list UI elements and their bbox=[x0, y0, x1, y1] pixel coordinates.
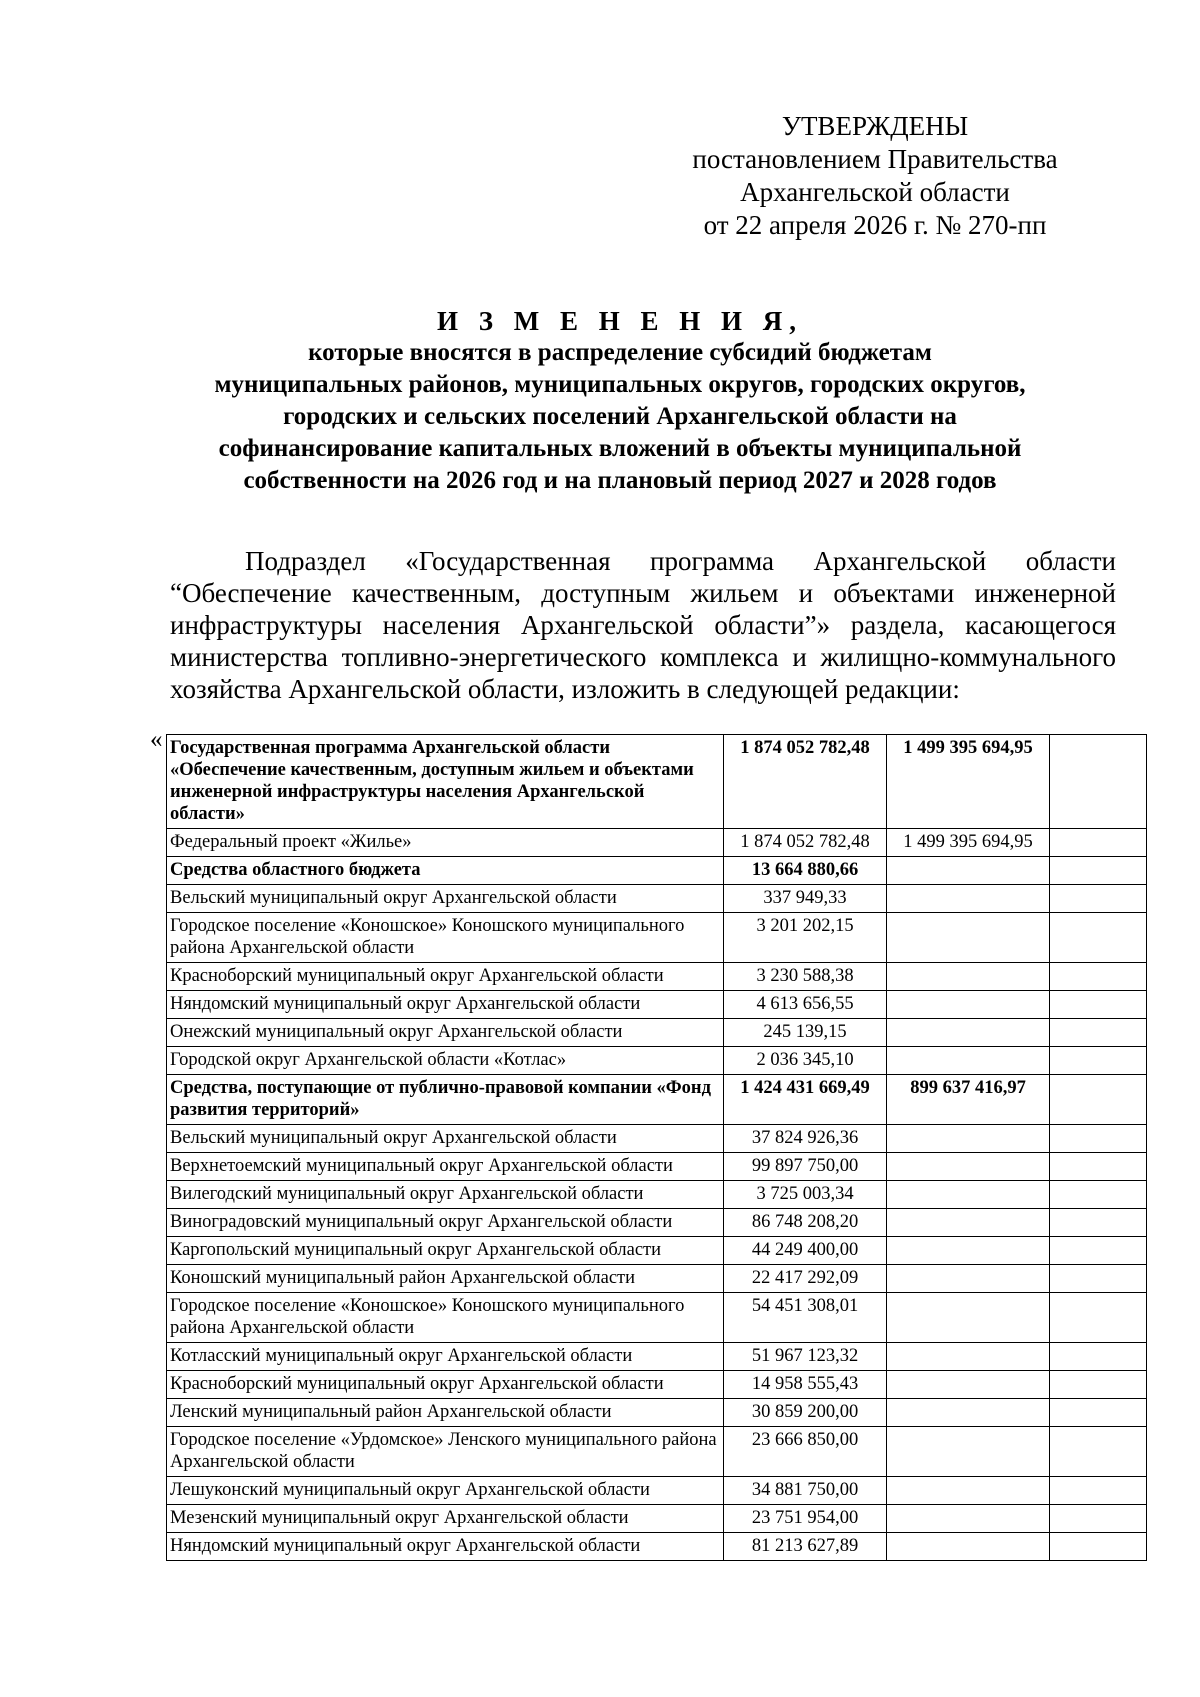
row-value-2028-cell bbox=[1050, 1265, 1147, 1293]
row-name-cell: Няндомский муниципальный округ Архангельской области bbox=[167, 1533, 724, 1561]
intro-text: Подраздел «Государственная программа Архангельской области “Обеспечение качественным, доступным жильем и объектами инженерной инфраструктуры населения Архангельской области”» раздела, касающегося министерства топливно-энергетического комплекса и жилищно-коммунального хозяйства Архангельской области, изложить в следующей редакции: bbox=[170, 546, 1116, 704]
row-value-2028-cell bbox=[1050, 913, 1147, 963]
subsidy-table-body bbox=[167, 735, 1147, 1561]
row-name-cell: Государственная программа Архангельской области «Обеспечение качественным, доступным жильем и объектами инженерной инфраструктуры населения Архангельской области» bbox=[167, 735, 724, 829]
row-value-2026-cell: 1 874 052 782,48 bbox=[724, 829, 887, 857]
row-name-cell: Лешуконский муниципальный округ Архангельской области bbox=[167, 1477, 724, 1505]
row-value-2026-cell: 99 897 750,00 bbox=[724, 1153, 887, 1181]
row-name-cell: Красноборский муниципальный округ Архангельской области bbox=[167, 1371, 724, 1399]
approval-date: от 22 апреля 2026 г. № 270-пп bbox=[703, 210, 1047, 240]
row-name-cell: Коношский муниципальный район Архангельской области bbox=[167, 1265, 724, 1293]
row-value-2028-cell bbox=[1050, 885, 1147, 913]
row-value-2028-cell bbox=[1050, 735, 1147, 829]
row-value-2028-cell bbox=[1050, 1019, 1147, 1047]
table-row bbox=[167, 1125, 1147, 1153]
row-value-2027-cell bbox=[887, 1371, 1050, 1399]
row-name-cell: Верхнетоемский муниципальный округ Архангельской области bbox=[167, 1153, 724, 1181]
row-value-2026-cell: 23 751 954,00 bbox=[724, 1505, 887, 1533]
table-row bbox=[167, 1075, 1147, 1125]
row-value-2028-cell bbox=[1050, 1399, 1147, 1427]
row-value-2026-cell: 2 036 345,10 bbox=[724, 1047, 887, 1075]
row-value-2026-cell: 3 230 588,38 bbox=[724, 963, 887, 991]
title-line: муниципальных районов, муниципальных округов, городских округов, bbox=[214, 371, 1026, 398]
row-value-2027-cell bbox=[887, 913, 1050, 963]
row-name-cell: Виноградовский муниципальный округ Архангельской области bbox=[167, 1209, 724, 1237]
row-value-2028-cell bbox=[1050, 1209, 1147, 1237]
row-value-2028-cell bbox=[1050, 963, 1147, 991]
row-value-2028-cell bbox=[1050, 1505, 1147, 1533]
row-value-2027-cell bbox=[887, 963, 1050, 991]
row-value-2027-cell bbox=[887, 1505, 1050, 1533]
row-name-cell: Мезенский муниципальный округ Архангельской области bbox=[167, 1505, 724, 1533]
row-value-2026-cell: 14 958 555,43 bbox=[724, 1371, 887, 1399]
row-value-2027-cell bbox=[887, 1533, 1050, 1561]
row-value-2026-cell: 22 417 292,09 bbox=[724, 1265, 887, 1293]
row-value-2026-cell: 30 859 200,00 bbox=[724, 1399, 887, 1427]
table-row bbox=[167, 885, 1147, 913]
row-name-cell: Няндомский муниципальный округ Архангельской области bbox=[167, 991, 724, 1019]
row-value-2027-cell bbox=[887, 1047, 1050, 1075]
row-value-2027-cell bbox=[887, 1237, 1050, 1265]
row-value-2027-cell bbox=[887, 1399, 1050, 1427]
row-value-2027-cell: 1 499 395 694,95 bbox=[887, 829, 1050, 857]
row-value-2026-cell: 3 725 003,34 bbox=[724, 1181, 887, 1209]
row-value-2027-cell bbox=[887, 1181, 1050, 1209]
row-value-2027-cell bbox=[887, 1209, 1050, 1237]
title-line: собственности на 2026 год и на плановый период 2027 и 2028 годов bbox=[243, 467, 997, 494]
row-name-cell: Вельский муниципальный округ Архангельской области bbox=[167, 885, 724, 913]
table-row bbox=[167, 1153, 1147, 1181]
row-value-2026-cell: 34 881 750,00 bbox=[724, 1477, 887, 1505]
row-value-2026-cell: 51 967 123,32 bbox=[724, 1343, 887, 1371]
row-value-2026-cell: 337 949,33 bbox=[724, 885, 887, 913]
row-value-2028-cell bbox=[1050, 857, 1147, 885]
table-row bbox=[167, 1019, 1147, 1047]
row-value-2027-cell bbox=[887, 1265, 1050, 1293]
row-value-2027-cell: 899 637 416,97 bbox=[887, 1075, 1050, 1125]
table-row bbox=[167, 1427, 1147, 1477]
document-title bbox=[140, 305, 1100, 497]
row-value-2028-cell bbox=[1050, 829, 1147, 857]
row-name-cell: Вилегодский муниципальный округ Архангельской области bbox=[167, 1181, 724, 1209]
table-row bbox=[167, 1209, 1147, 1237]
row-value-2027-cell bbox=[887, 1427, 1050, 1477]
row-value-2028-cell bbox=[1050, 1075, 1147, 1125]
table-row bbox=[167, 1477, 1147, 1505]
table-row bbox=[167, 1343, 1147, 1371]
row-value-2026-cell: 23 666 850,00 bbox=[724, 1427, 887, 1477]
title-line: софинансирование капитальных вложений в объекты муниципальной bbox=[218, 435, 1022, 462]
table-row bbox=[167, 1047, 1147, 1075]
row-value-2028-cell bbox=[1050, 1125, 1147, 1153]
subsidy-table bbox=[166, 734, 1147, 1561]
title-line: городских и сельских поселений Архангельской области на bbox=[283, 403, 957, 430]
row-value-2028-cell bbox=[1050, 1153, 1147, 1181]
row-value-2027-cell bbox=[887, 1125, 1050, 1153]
row-value-2028-cell bbox=[1050, 1181, 1147, 1209]
approval-authority: постановлением Правительства bbox=[692, 144, 1058, 174]
row-value-2027-cell bbox=[887, 991, 1050, 1019]
row-name-cell: Котласский муниципальный округ Архангельской области bbox=[167, 1343, 724, 1371]
row-name-cell: Каргопольский муниципальный округ Архангельской области bbox=[167, 1237, 724, 1265]
table-row bbox=[167, 1371, 1147, 1399]
row-value-2028-cell bbox=[1050, 1293, 1147, 1343]
table-row bbox=[167, 1399, 1147, 1427]
row-value-2028-cell bbox=[1050, 1047, 1147, 1075]
table-row bbox=[167, 735, 1147, 829]
table-row bbox=[167, 1181, 1147, 1209]
row-name-cell: Городской округ Архангельской области «Котлас» bbox=[167, 1047, 724, 1075]
row-name-cell: Средства, поступающие от публично-правовой компании «Фонд развития территорий» bbox=[167, 1075, 724, 1125]
row-value-2026-cell: 37 824 926,36 bbox=[724, 1125, 887, 1153]
table-row bbox=[167, 963, 1147, 991]
row-value-2027-cell bbox=[887, 1019, 1050, 1047]
row-name-cell: Средства областного бюджета bbox=[167, 857, 724, 885]
row-name-cell: Красноборский муниципальный округ Архангельской области bbox=[167, 963, 724, 991]
row-value-2026-cell: 13 664 880,66 bbox=[724, 857, 887, 885]
approval-region: Архангельской области bbox=[740, 177, 1010, 207]
row-name-cell: Ленский муниципальный район Архангельской области bbox=[167, 1399, 724, 1427]
title-line: которые вносятся в распределение субсидий бюджетам bbox=[308, 339, 932, 366]
table-row bbox=[167, 857, 1147, 885]
row-value-2026-cell: 1 424 431 669,49 bbox=[724, 1075, 887, 1125]
approval-block bbox=[640, 110, 1110, 242]
row-value-2026-cell: 44 249 400,00 bbox=[724, 1237, 887, 1265]
intro-paragraph bbox=[170, 545, 1116, 705]
row-name-cell: Городское поселение «Коношское» Коношского муниципального района Архангельской области bbox=[167, 913, 724, 963]
table-row bbox=[167, 991, 1147, 1019]
row-value-2028-cell bbox=[1050, 1343, 1147, 1371]
row-value-2026-cell: 81 213 627,89 bbox=[724, 1533, 887, 1561]
table-row bbox=[167, 829, 1147, 857]
row-value-2026-cell: 86 748 208,20 bbox=[724, 1209, 887, 1237]
row-value-2027-cell bbox=[887, 857, 1050, 885]
table-row bbox=[167, 1293, 1147, 1343]
table-row bbox=[167, 1237, 1147, 1265]
row-value-2026-cell: 3 201 202,15 bbox=[724, 913, 887, 963]
table-row bbox=[167, 1265, 1147, 1293]
row-value-2027-cell bbox=[887, 1343, 1050, 1371]
row-name-cell: Городское поселение «Урдомское» Ленского муниципального района Архангельской области bbox=[167, 1427, 724, 1477]
row-name-cell: Вельский муниципальный округ Архангельской области bbox=[167, 1125, 724, 1153]
row-value-2028-cell bbox=[1050, 1237, 1147, 1265]
row-value-2028-cell bbox=[1050, 1427, 1147, 1477]
row-value-2027-cell bbox=[887, 1153, 1050, 1181]
row-value-2028-cell bbox=[1050, 1371, 1147, 1399]
row-value-2028-cell bbox=[1050, 1477, 1147, 1505]
table-row bbox=[167, 1505, 1147, 1533]
row-value-2026-cell: 4 613 656,55 bbox=[724, 991, 887, 1019]
row-value-2026-cell: 54 451 308,01 bbox=[724, 1293, 887, 1343]
row-value-2027-cell bbox=[887, 1293, 1050, 1343]
row-name-cell: Федеральный проект «Жилье» bbox=[167, 829, 724, 857]
table-row bbox=[167, 913, 1147, 963]
row-value-2028-cell bbox=[1050, 1533, 1147, 1561]
opening-quote: « bbox=[150, 726, 163, 753]
row-value-2027-cell: 1 499 395 694,95 bbox=[887, 735, 1050, 829]
title-heading: И З М Е Н Е Н И Я, bbox=[436, 306, 803, 336]
row-value-2027-cell bbox=[887, 885, 1050, 913]
row-value-2028-cell bbox=[1050, 991, 1147, 1019]
row-value-2026-cell: 245 139,15 bbox=[724, 1019, 887, 1047]
row-value-2026-cell: 1 874 052 782,48 bbox=[724, 735, 887, 829]
row-value-2027-cell bbox=[887, 1477, 1050, 1505]
table-row bbox=[167, 1533, 1147, 1561]
approval-label: УТВЕРЖДЕНЫ bbox=[781, 111, 969, 141]
row-name-cell: Городское поселение «Коношское» Коношского муниципального района Архангельской области bbox=[167, 1293, 724, 1343]
row-name-cell: Онежский муниципальный округ Архангельской области bbox=[167, 1019, 724, 1047]
